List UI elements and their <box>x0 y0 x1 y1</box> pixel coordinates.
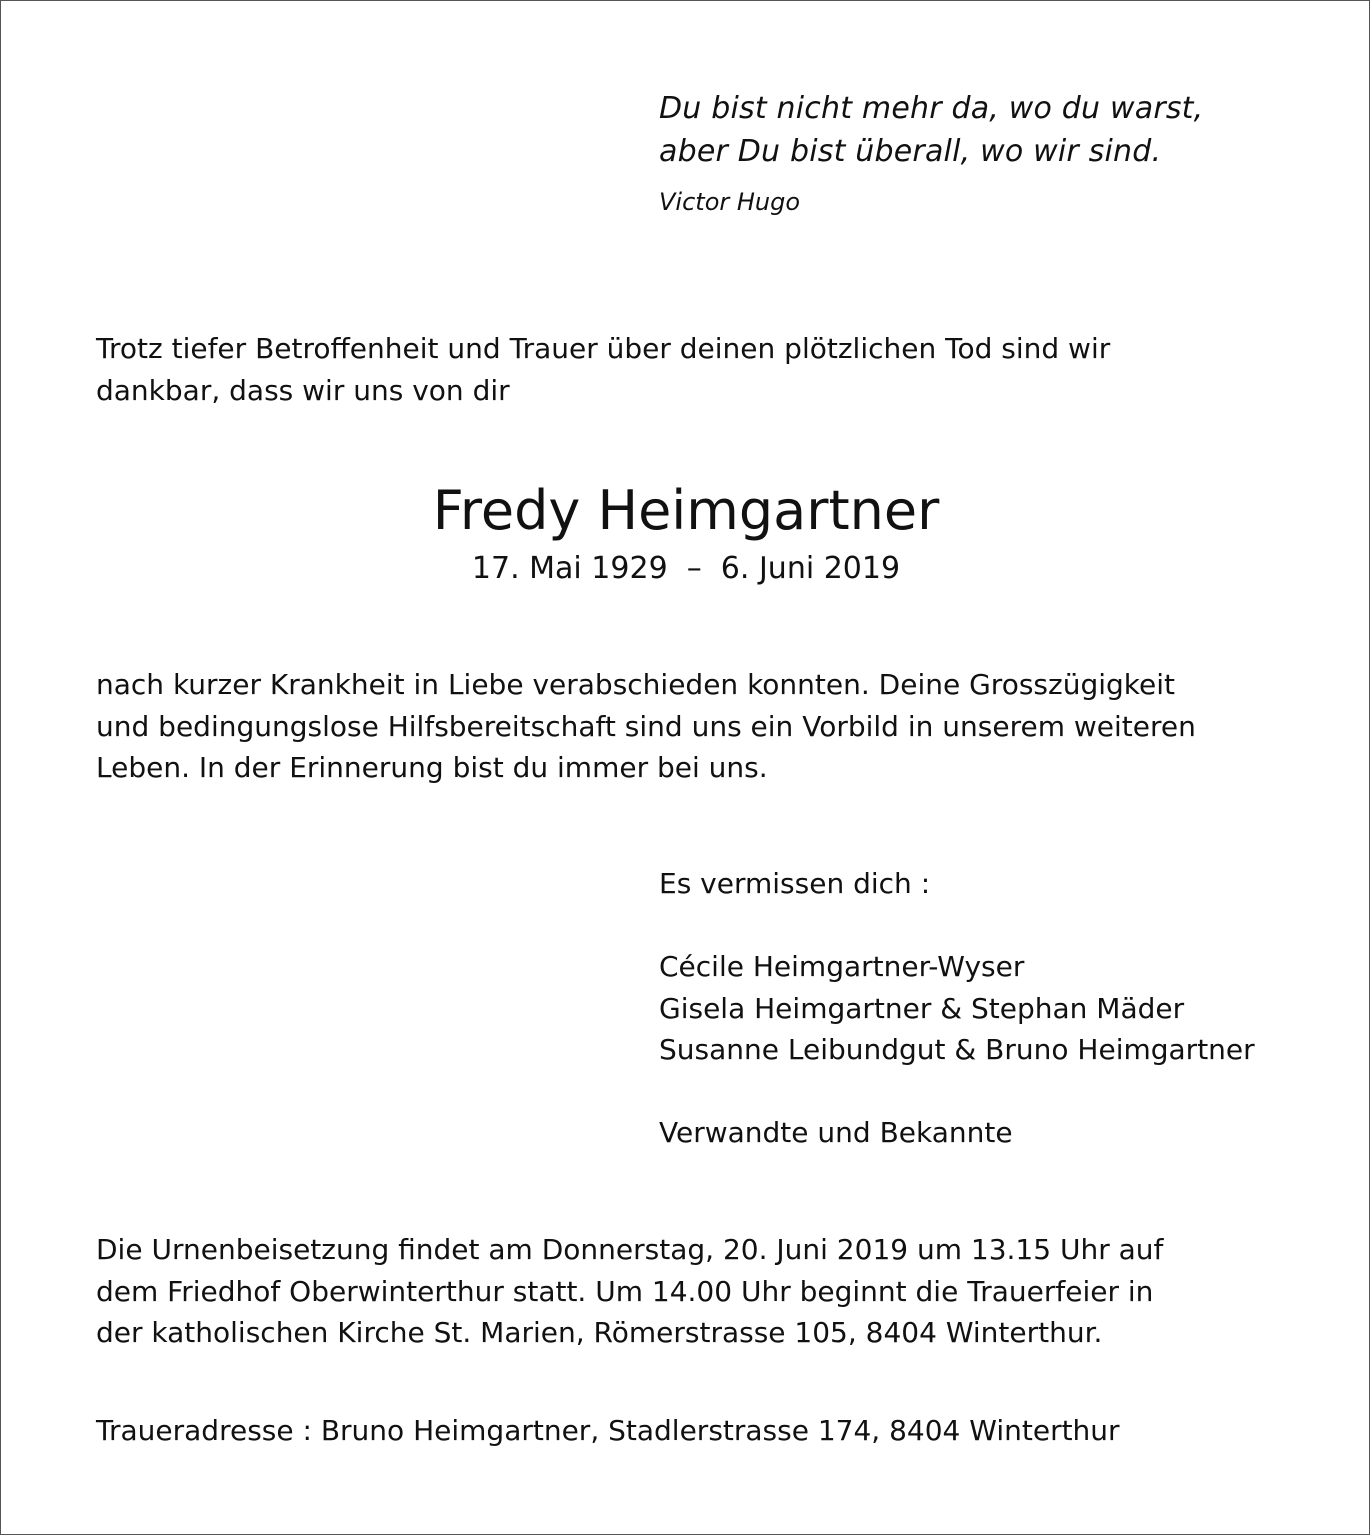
spacer <box>659 1071 1255 1113</box>
mourners-others: Verwandte und Bekannte <box>659 1116 1013 1149</box>
mourners-list <box>659 863 1255 1154</box>
tribute-line: und bedingungslose Hilfsbereitschaft sind uns ein Vorbild in unserem weiteren <box>96 709 1196 743</box>
ceremony-line: dem Friedhof Oberwinterthur statt. Um 14.00 Uhr beginnt die Trauerfeier in <box>96 1274 1154 1308</box>
deceased-name: Fredy Heimgartner <box>432 479 940 542</box>
spacer <box>659 905 1255 947</box>
mourner-name: Susanne Leibundgut & Bruno Heimgartner <box>659 1033 1255 1066</box>
tribute-paragraph <box>96 664 1196 789</box>
deceased-block <box>1 475 1370 589</box>
intro-line: Trotz tiefer Betroffenheit und Trauer über deinen plötzlichen Tod sind wir <box>96 332 1111 365</box>
quote-line: Du bist nicht mehr da, wo du warst, <box>659 91 1204 126</box>
intro-paragraph <box>96 328 1110 411</box>
mourner-name: Gisela Heimgartner & Stephan Mäder <box>659 991 1185 1025</box>
life-dates: 17. Mai 1929 – 6. Juni 2019 <box>471 551 901 586</box>
quote-line: aber Du bist überall, wo wir sind. <box>659 134 1162 169</box>
tribute-line: Leben. In der Erinnerung bist du immer bei uns. <box>96 751 768 784</box>
ceremony-paragraph <box>96 1229 1163 1354</box>
ceremony-line: der katholischen Kirche St. Marien, Römerstrasse 105, 8404 Winterthur. <box>96 1316 1103 1349</box>
mourner-name: Cécile Heimgartner-Wyser <box>659 950 1025 983</box>
epigraph-quote <box>659 87 1203 217</box>
mourning-address: Traueradresse : Bruno Heimgartner, Stadlerstrasse 174, 8404 Winterthur <box>96 1414 1120 1447</box>
quote-author: Victor Hugo <box>659 188 801 216</box>
tribute-line: nach kurzer Krankheit in Liebe verabschieden konnten. Deine Grosszügigkeit <box>96 668 1175 701</box>
ceremony-line: Die Urnenbeisetzung findet am Donnerstag, 20. Juni 2019 um 13.15 Uhr auf <box>96 1233 1164 1266</box>
intro-line: dankbar, dass wir uns von dir <box>96 373 510 407</box>
mourners-heading: Es vermissen dich : <box>659 867 931 900</box>
